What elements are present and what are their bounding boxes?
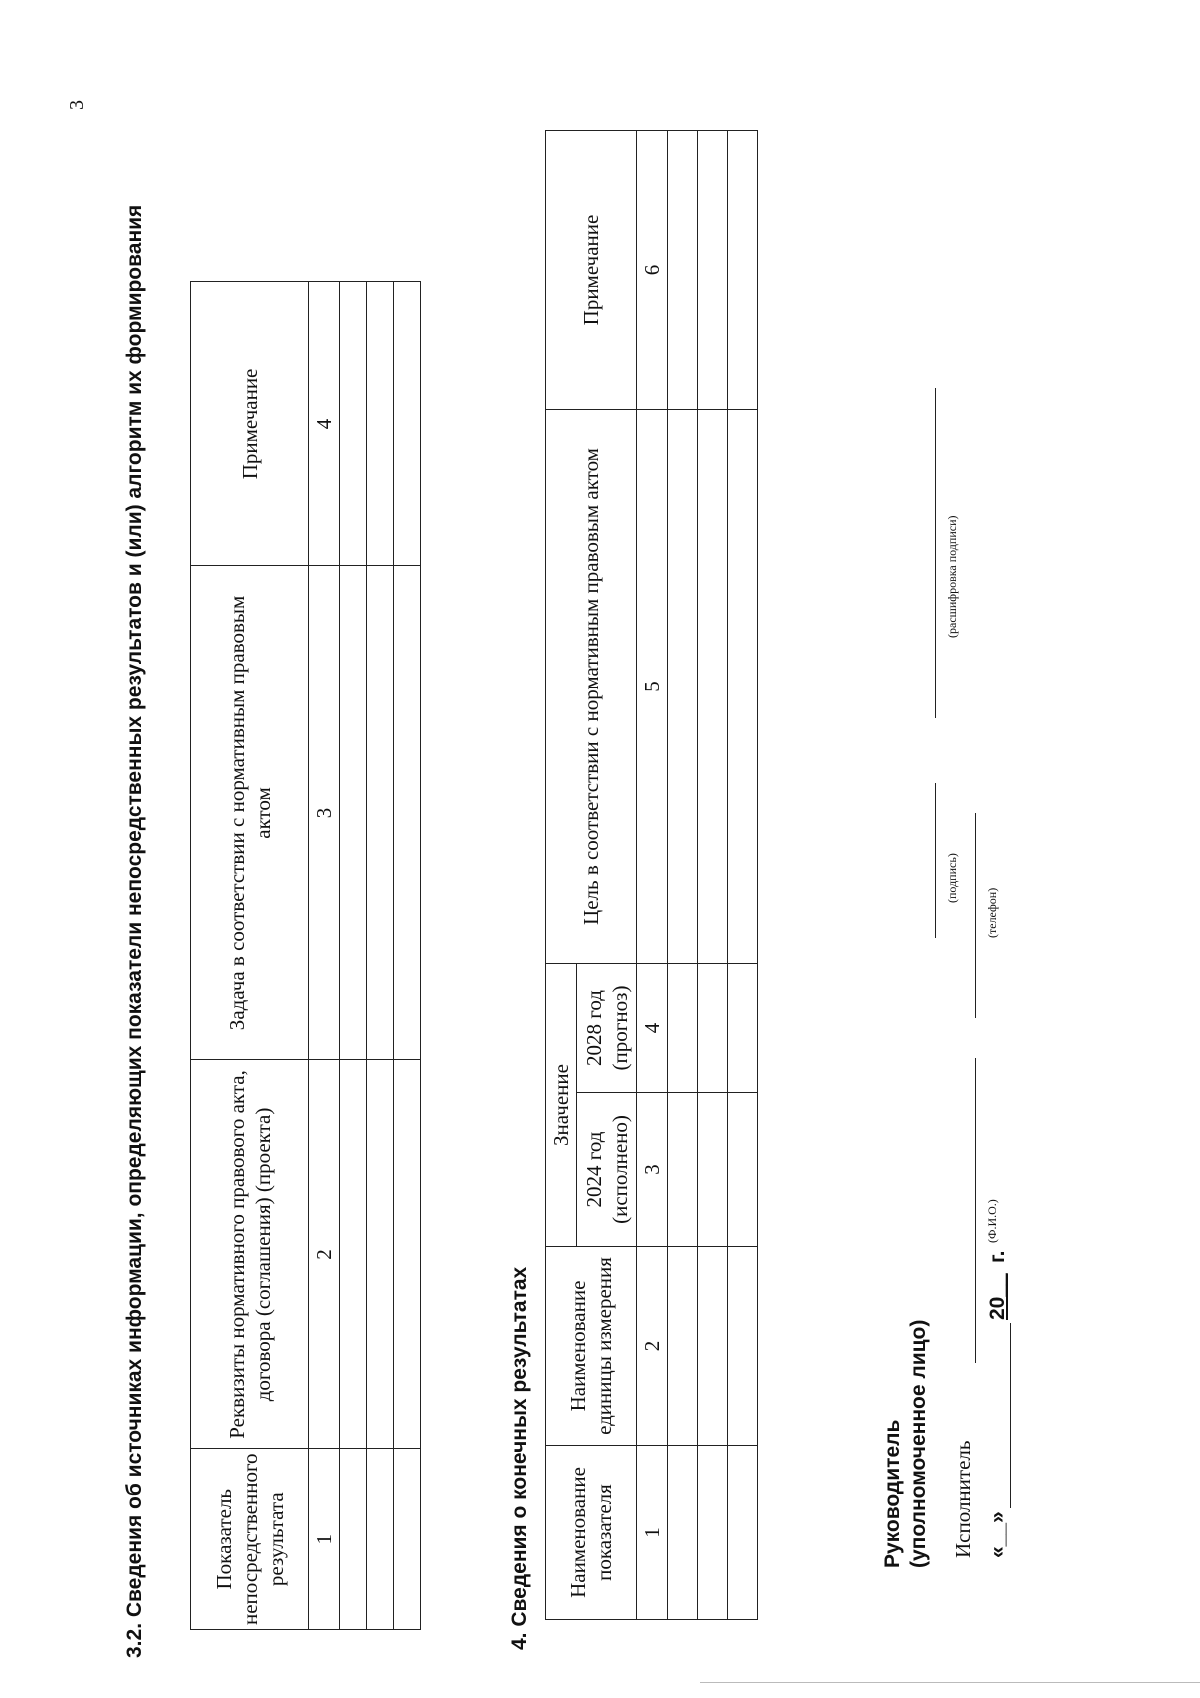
signature-line — [935, 783, 936, 938]
table-row — [367, 282, 394, 1630]
header-2024: 2024 год (исполнено) — [577, 1093, 637, 1247]
header-requisites: Реквизиты нормативного правового акта, договора (соглашения) (проекта) — [191, 1060, 309, 1449]
header-goal: Цель в соответствии с нормативным правовым актом — [546, 410, 637, 964]
table-row — [728, 131, 758, 1620]
header-indicator: Показатель непосредственного результата — [191, 1449, 309, 1630]
signature-decode-line — [935, 388, 936, 718]
header-value: Значение — [546, 964, 577, 1247]
page-number: 3 — [66, 100, 88, 110]
col-number: 2 — [637, 1247, 668, 1446]
col-number: 3 — [309, 566, 340, 1060]
date-suffix: г. — [986, 1250, 1009, 1263]
date-year: 20__ — [986, 1273, 1009, 1320]
signature-caption: (подпись) — [945, 853, 959, 903]
executor-phone-line — [975, 813, 976, 1018]
header-unit: Наименование единицы измерения — [546, 1247, 637, 1446]
column-numbers-row — [309, 282, 340, 1630]
table-row — [668, 131, 698, 1620]
signature-decode-caption: (расшифровка подписи) — [945, 515, 959, 638]
date-month-line — [1010, 1323, 1011, 1508]
col-number: 6 — [637, 131, 668, 410]
header-indicator-name: Наименование показателя — [546, 1446, 637, 1620]
phone-caption: (телефон) — [985, 887, 999, 938]
final-results-table — [545, 130, 758, 1620]
col-number: 4 — [637, 964, 668, 1093]
head-label-line1: Руководитель — [881, 1419, 904, 1568]
fio-caption: (Ф.И.О.) — [985, 1199, 999, 1243]
scan-edge-line — [700, 1682, 1200, 1683]
table-row — [394, 282, 421, 1630]
head-label-line2: (уполномоченное лицо) — [907, 1319, 930, 1568]
col-number: 1 — [637, 1446, 668, 1620]
col-number: 3 — [637, 1093, 668, 1247]
header-2028: 2028 год (прогноз) — [577, 964, 637, 1093]
table-row — [698, 131, 728, 1620]
table-header-row — [191, 282, 309, 1630]
table-row — [340, 282, 367, 1630]
header-task: Задача в соответствии с нормативным правовым актом — [191, 566, 309, 1060]
col-number: 1 — [309, 1449, 340, 1630]
date-day: «__» — [986, 1511, 1009, 1558]
column-numbers-row — [637, 131, 668, 1620]
table-header-row — [546, 131, 577, 1620]
header-note: Примечание — [546, 131, 637, 410]
sources-table — [190, 281, 421, 1630]
section-3-2-title: 3.2. Сведения об источниках информации, определяющих показатели непосредственных результатов и (или) алгоритм их формирования — [123, 204, 146, 1658]
col-number: 5 — [637, 410, 668, 964]
header-note: Примечание — [191, 282, 309, 566]
col-number: 4 — [309, 282, 340, 566]
section-4-title: 4. Сведения о конечных результатах — [508, 1266, 531, 1650]
executor-label: Исполнитель — [951, 1440, 975, 1558]
executor-fio-line — [975, 1058, 976, 1363]
col-number: 2 — [309, 1060, 340, 1449]
